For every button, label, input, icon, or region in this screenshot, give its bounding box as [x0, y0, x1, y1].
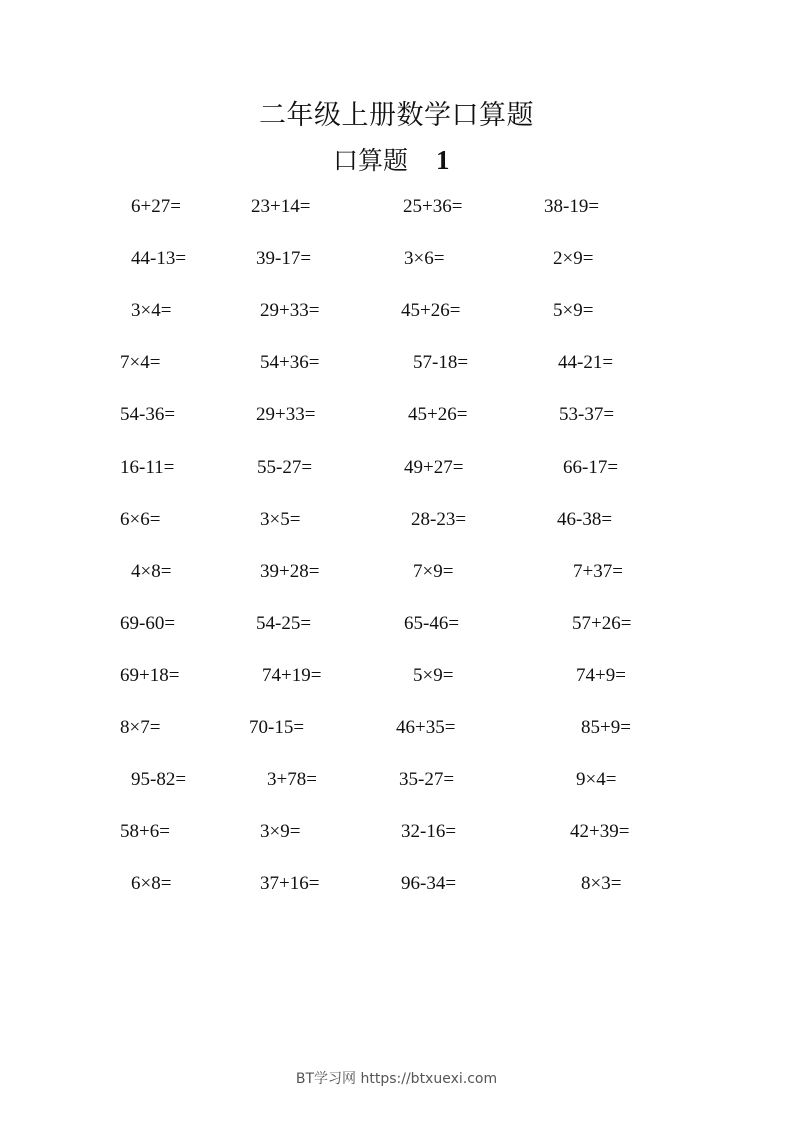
problem-5-4: 53-37= — [559, 404, 615, 425]
problem-12-2: 3+78= — [267, 769, 317, 790]
problem-5-3: 45+26= — [408, 404, 468, 425]
problem-14-2: 37+16= — [260, 873, 320, 894]
problem-8-3: 7×9= — [413, 561, 454, 582]
problem-1-2: 23+14= — [251, 196, 311, 217]
problem-4-1: 7×4= — [120, 352, 161, 373]
problem-4-2: 54+36= — [260, 352, 320, 373]
problem-3-4: 5×9= — [553, 300, 594, 321]
problem-3-1: 3×4= — [131, 300, 172, 321]
problem-11-2: 70-15= — [249, 717, 305, 738]
problem-13-3: 32-16= — [401, 821, 457, 842]
problem-2-4: 2×9= — [553, 248, 594, 269]
problem-1-3: 25+36= — [403, 196, 463, 217]
problem-11-1: 8×7= — [120, 717, 161, 738]
footer-source: BT学习网 https://btxuexi.com — [295, 1071, 498, 1087]
problem-12-4: 9×4= — [576, 769, 617, 790]
problem-9-1: 69-60= — [120, 613, 176, 634]
problem-12-1: 95-82= — [131, 769, 187, 790]
problem-6-4: 66-17= — [563, 457, 619, 478]
problem-9-3: 65-46= — [404, 613, 460, 634]
problem-5-1: 54-36= — [120, 404, 176, 425]
problem-13-1: 58+6= — [120, 821, 170, 842]
problem-3-3: 45+26= — [401, 300, 461, 321]
problem-6-1: 16-11= — [120, 457, 175, 478]
problem-9-4: 57+26= — [572, 613, 632, 634]
problem-8-1: 4×8= — [131, 561, 172, 582]
problem-4-4: 44-21= — [558, 352, 614, 373]
problem-7-1: 6×6= — [120, 509, 161, 530]
problem-7-2: 3×5= — [260, 509, 301, 530]
problem-9-2: 54-25= — [256, 613, 312, 634]
worksheet-number: 1 — [436, 145, 450, 175]
problem-2-3: 3×6= — [404, 248, 445, 269]
problem-10-1: 69+18= — [120, 665, 180, 686]
problem-2-2: 39-17= — [256, 248, 312, 269]
problem-4-3: 57-18= — [413, 352, 469, 373]
problem-11-4: 85+9= — [581, 717, 631, 738]
worksheet-heading-label: 口算题 — [333, 146, 409, 175]
problem-8-4: 7+37= — [573, 561, 623, 582]
problem-8-2: 39+28= — [260, 561, 320, 582]
problem-14-1: 6×8= — [131, 873, 172, 894]
problem-10-4: 74+9= — [576, 665, 626, 686]
problem-3-2: 29+33= — [260, 300, 320, 321]
page-title: 二年级上册数学口算题 — [259, 100, 534, 131]
problem-12-3: 35-27= — [399, 769, 455, 790]
problem-7-4: 46-38= — [557, 509, 613, 530]
problem-13-4: 42+39= — [570, 821, 630, 842]
problem-7-3: 28-23= — [411, 509, 467, 530]
problem-6-2: 55-27= — [257, 457, 313, 478]
problem-10-2: 74+19= — [262, 665, 322, 686]
problem-13-2: 3×9= — [260, 821, 301, 842]
problem-5-2: 29+33= — [256, 404, 316, 425]
problem-11-3: 46+35= — [396, 717, 456, 738]
problem-2-1: 44-13= — [131, 248, 187, 269]
problem-14-3: 96-34= — [401, 873, 457, 894]
problem-14-4: 8×3= — [581, 873, 622, 894]
problem-1-1: 6+27= — [131, 196, 181, 217]
problem-10-3: 5×9= — [413, 665, 454, 686]
problem-6-3: 49+27= — [404, 457, 464, 478]
problem-1-4: 38-19= — [544, 196, 600, 217]
